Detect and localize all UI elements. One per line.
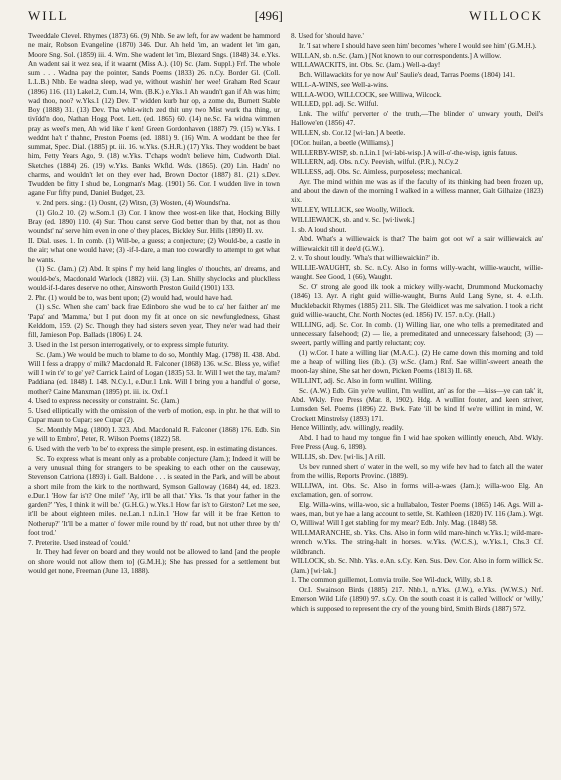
dictionary-paragraph: 1. The common guillemot, Lomvia troile. See Wil-duck, Willy, sb.1 8. [291,576,493,585]
dictionary-paragraph: 6. Used with the verb 'to be' to express the simple present, esp. in estimating distances. [28,445,278,453]
dictionary-paragraph: WILLA-WOO, WILLCOCK, see Williwa, Wilcock. [291,90,442,99]
dictionary-paragraph: (1) Sc. (Jam.) (2) Abd. It spins f' my heid lang lingles o' thouchts, an' dreams, and would-be's, Macdonald Warlock (1882) viii. (3) Lan. Shilly shyclocks and plucklless would-if-I-dares deserve no other, Ainsworth Preston Guild (1901) 133. [28,265,280,292]
dictionary-paragraph: WILLESS, adj. Obs. Sc. Aimless, purposeless; mechanical. [291,168,462,176]
dictionary-paragraph: WILLERBY-WISP, sb. n.Lin.1 [wi·ləbi-wisp.] A will-o'-the-wisp, ignis fatuus. [291,148,518,157]
dictionary-paragraph: WILLIE-WAUGHT, sb. Sc. n.Cy. Also in forms willy-wacht, willie-waucht, willie-waught. See Good, 1 (66), Waught. [291,264,543,282]
dictionary-paragraph: 1. sb. A loud shout. [291,225,347,234]
dictionary-paragraph: Ir. 'I sat where I should have seen him' becomes 'where I would see him' (G.M.H.). [299,41,537,50]
dictionary-paragraph: (1) Glo.2 10. (2) w.Som.1 (3) Cor. I know thee wost-en like that, Hocking Billy Bray (ed. 1890) 110. (4) Sur. Thou canst serve God better than by that, not as thou woundst' na' serve him even in one o' they places, Bickley Sur. Hills (1890) II. xv. [28,208,280,236]
header-left-word: WILL [28,8,69,23]
dictionary-paragraph: Hence Willintly, adv. willingly, readily. [291,424,404,433]
dictionary-paragraph: 2. Phr. (1) would be to, was bent upon; (2) would had, would have had. [28,293,233,302]
dictionary-paragraph: 7. Preterite. Used instead of 'could.' [28,538,130,547]
page-number: [496] [254,8,283,23]
dictionary-paragraph: Bch. Willawackits for ye now Aul' Saulie's dead, Tarras Poems (1804) 141. [299,71,515,79]
dictionary-paragraph: Sc. Monthly Mag. (1800) I. 323. Abd. Macdonald R. Falconer (1868) 176. Edb. Sin ye will to Embro', Peter, R. Wilson Poems (1822) 58. [28,426,280,444]
dictionary-paragraph: Ir. They had fever on board and they would not be allowed to land [and the people on shore would not allow them to] (G.M.H.); She has pressed for a settlement but would get none, Freeman (June 13, 1888). [28,548,280,575]
dictionary-paragraph: WILLERN, adj. Obs. n.Cy. Peevish, wilful. (P.R.), N.Cy.2 [291,158,459,167]
dictionary-paragraph: Sc. (Jam.) We would be much to blame to do so, Monthly Mag. (1798) II. 438. Abd. Will I fess a drappy o' milk? Macdonald R. Falconer (1868) 136. w.Sc. Bless ye, wifie! will I win t'e' to ge' ye? Carrick Laird of Logan (1835) 53. Ir. Will I wet the tay, ma'am? Paddiana (ed. 1848) I. 148. N.Cy.1, e.Dur.1 Lnk. Will I bring you a handful o' gorse, mother? Caine Manxman (1895) pt. iii. ix. Oxf.1 [28,350,280,396]
two-column-body [28,32,543,778]
dictionary-paragraph: 4. Used to express necessity or constraint. Sc. (Jam.) [28,397,180,406]
dictionary-paragraph: WILLEN, sb. Cor.12 [wi·lən.] A beetle. [291,129,406,137]
dictionary-paragraph: Lnk. The wilfu' perverter o' the truth,—The blinder o' unwary youth, Deil's Hallowe'en (1856) 47. [291,110,543,128]
dictionary-paragraph: II. Dial. uses. 1. In comb. (1) Will-be, a guess; a conjecture; (2) Would-be, a castle in the air; what one would have; (3) -if-I-dare, a man too cowardly to attempt to get what he wants. [28,237,280,264]
running-header [28,8,543,28]
dictionary-paragraph: 8. Used for 'should have.' [291,32,364,40]
dictionary-paragraph: Us bev runned shert o' water in the well, so my wife hev had to fatch all the water from the willis, Reports Provinc. (1889). [291,462,543,480]
dictionary-paragraph: Sc. O' strong ale good ilk took a mickey willy-wacht, Drummond Muckomachy (1846) 13. Ayr. A right guid willie-waught, Burns Auld Lang Syne, st. 4. e.Lth. Mucklebackit Rhymes (1885) 211. Slk. The Gleidlicet was me salvation. I took a richt guid willie-waucht, Chr. North Noctes (ed. 1856) IV. 157. n.Cy. (Hall.) [291,283,543,319]
left-column [28,32,280,778]
dictionary-paragraph: Or.I. Swainson Birds (1885) 217. Nhb.1, n.Yks. (J.W.), e.Yks. (W.W.S.) Nrf. Emerson Wild Life (1890) 97. s.Cy. On the south coast it is called 'willock' or 'willy,' which is supposed to represent the cry of the young bird, Smith Birds (1887) 572. [291,586,543,613]
dictionary-paragraph: WILLINT, adj. Sc. Also in form wullint. Willing. [291,377,433,385]
dictionary-paragraph: WILLMARANCHE, sb. Yks. Chs. Also in form wild mare-hinch w.Yks.1; wild-mare-wrench w.Yks. The string-halt in horses. w.Yks. (W.C.S.), w.Yks.1, Chs.3 Cf. wildbranch. [291,529,543,556]
dictionary-paragraph: WILLEY, WILLICK, see Woolly, Willock. [291,206,415,214]
dictionary-paragraph: WILLIS, sb. Dev. [wi·lis.] A rill. [291,453,386,461]
dictionary-paragraph: 5. Used elliptically with the omission of the verb of motion, esp. in phr. he that will to Cupar maun to Cupar; see Cupar (2). [28,407,280,425]
dictionary-paragraph: v. 2nd pers. sing.: (1) Oosnt, (2) Witsn, (3) Wosten, (4) Woundst'na. [36,199,231,207]
dictionary-paragraph: WILL-A-WINS, see Well-a-wins. [291,80,389,89]
dictionary-paragraph: WILLAN, sb. n.Sc. (Jam.) [Not known to our correspondents.] A willow. [291,51,502,60]
dictionary-paragraph: WILLIEWAICK, sb. and v. Sc. [wi·liwek.] [291,215,415,224]
dictionary-paragraph: Tweeddale Clevel. Rhymes (1873) 66. (9) Nhb. Se aw left, for aw wadent be hammord ne mair, Robson Evangeline (1870) 346. Dur. Ah held 'im, an wadent let 'im gan, Moore Sng. Sol. (1859) iii. 4. Wm. She wadent let 'im, Blezard Sngs. (1848) 34. e.Yks. An wadent sai it wez sea, if it waarnt (Miss A.). (10) Sc. (Jam. Suppl.) Frf. The whole sum . . . Wadna pay the pointer, Sands Poems (1833) 26. n.Cy. Border Gl. (Coll. L.L.B.) Nhb. Ee wadna sleep, wad ye, without washin' her wee! Graham Red Scaur (1896) 116. (11) Lakel.2, Cum.14, Wm. (B.K.) e.Yks.1 Ah waudn't gan if Ah was him; wad thoo, noo? w.Yks.1 (12) Dev. T' widden kurb hur op, a zome du, Burnett Stable Boy (1888) 31. (13) Dev. Tha whit-witch zed thit uny two Mist wurk tha thing, ur tivîdd'n doo, Nathan Hogg Poet. Lett. (ed. 1865) 60. (14) ne.Sc. Fa widna wimmen pray as weel's men, Ah wid like t' ken! Green Gordonhaven (1887) 79. (15) w.Yks. I weddnt ha't t' thahnc, Preston Poems (ed. 1881) 9. (16) Wm. A woddant be thee fer summat, Spec. Dial. (1885) pt. iii. 16. w.Yks. (S.H.R.) (17) Yks. They woddent be baet him, Fetty Years Ago, 9. (18) w.Yks. T'chaps wodn't believe him, Cudworth Dial. Sketches (1884) 26. (19) w.Yks. Banks Wkfld. Wds. (1865). (20) Lin. Hadn' no charms, and wouldn't let on they ever had, Brown Doctor (1887) 81. (21) s.Dev. Twudden be fitty I shud be, Longman's Mag. (1901) 56. Cor. I wudden live in town agane Fur fifty pund, Daniel Budget, 23. [28,32,280,198]
dictionary-paragraph: 3. Used in the 1st person interrogatively, or to express simple futurity. [28,340,229,349]
dictionary-paragraph: [OCor. huilan, a beetle (Williams).] [291,138,394,147]
dictionary-paragraph: Abd. I had to haud my tongue fin I wid hae spoken willintly eneuch, Abd. Wkly. Free Press (Aug. 6, 1898). [291,434,543,452]
dictionary-paragraph: Ayr. The mind within me was as if the faculty of its thinking had been frozen up, and about the dawn of the morning I walked in a willess manner, Galt Gilhaize (1823) xix. [291,177,543,205]
right-column [291,32,543,778]
dictionary-paragraph: Elg. Willa-wins, willa-woo, sic a hullabaloo, Tester Poems (1865) 146. Ags. Will a-waes, man, but ye hae a lang account to settle, St. Kathleen (1820) IV. 116 (Jam.). Wgt. O, Williwa! Will I get stabling for my mear? Edb. Jnly. Mag. (1848) 58. [291,500,543,528]
header-right-word: WILLOCK [469,8,543,23]
dictionary-paragraph: WILLAWACKITS, int. Obs. Sc. (Jam.) Well-a-day! [291,61,441,70]
dictionary-paragraph: (1) s.Sc. When she cam' back frae Edinboro she wud be to ca' her faither an' me 'Papa' and 'Mamma,' but I put doon my fit at once on sic newfungledness, Ghast Kelddom, 159. (2) Sc. Though they had sisters seven year, They ne'er wad had their fill, Jamieson Pop. Ballads (1806) I. 24. [28,303,280,339]
dictionary-paragraph: Sc. (A.W.) Edb. Gin ye're wullint, I'm wullint, an' as for the —kiss—ye can tak' it, Abd. Wkly. Free Press (Mar. 8, 1902). Hdg. A wullint fouter, and keen striver, Lumsden Sel. Poems (1896) 22. Bwk. Fate 'ill be kind If we're willint in mind, W. Crockett Minstrelsy (1893) 171. [291,386,543,423]
dictionary-paragraph: WILLIWA, int. Obs. Sc. Also in forms will-a-waes (Jam.); willa-woo Elg. An exclamation, gen. of sorrow. [291,481,543,499]
dictionary-paragraph: Sc. To express what is meant only as a probable conjecture (Jam.); Indeed it will be a very unusual thing for strangers to be speaking to each other on the causeway, Stevenson Catriona (1893) i. Gall. Baldone . . . is seated in the Park, and will be about a short mile from the kirk to the northward, Symson Galloway (1684) 44, ed. 1823. e.Dur.1 'How far is't? One mile!' 'Ay, it'll be all that.' Yks. 'Is that your father in the garden?' 'Yes, I think it will be.' (G.H.G.) w.Yks.1 How far is't to Girston? Let me see, it'll be about eighteen miles. ne.Lan.1 n.Lin.1 'How far will it be frae Ketton to Notherup?' 'It'll be a matter o' fower mile round by th' road, but not uther three by th' foot trod.' [28,454,280,537]
dictionary-paragraph: WILLED, ppl. adj. Sc. Wilful. [291,100,379,109]
dictionary-paragraph: WILLOCK, sb. Sc. Nhb. Yks. e.An. s.Cy. Ken. Sus. Dev. Cor. Also in form willick Sc. (Jam.) [wi·lək.] [291,557,543,575]
dictionary-paragraph: 2. v. To shout loudly. 'Wha's that williewaickin?' ib. [291,254,440,263]
dictionary-paragraph: (1) w.Cor. I hate a willing liar (M.A.C.). (2) He came down this morning and told me a heap of willing lies (ib.). (3) w.Sc. (Jam.) Rnf. Sae willin'-sweert aneath the moon-lay shine, She sat her down, Picken Poems (1813) II. 68. [291,348,543,376]
dictionary-paragraph: Abd. What's a williewaick is that? The bairn got oot wi' a sair williewaick au' williewaickit till it dee'd (G.W.). [291,235,543,253]
dictionary-paragraph: WILLING, adj. Sc. Cor. In comb. (1) Willing liar, one who tells a premeditated and unnecessary falsehood; (2) — lie, a premeditated and unnecessary falsehood; (3) — sweert, partly willing and partly reluctant; coy. [291,320,543,347]
